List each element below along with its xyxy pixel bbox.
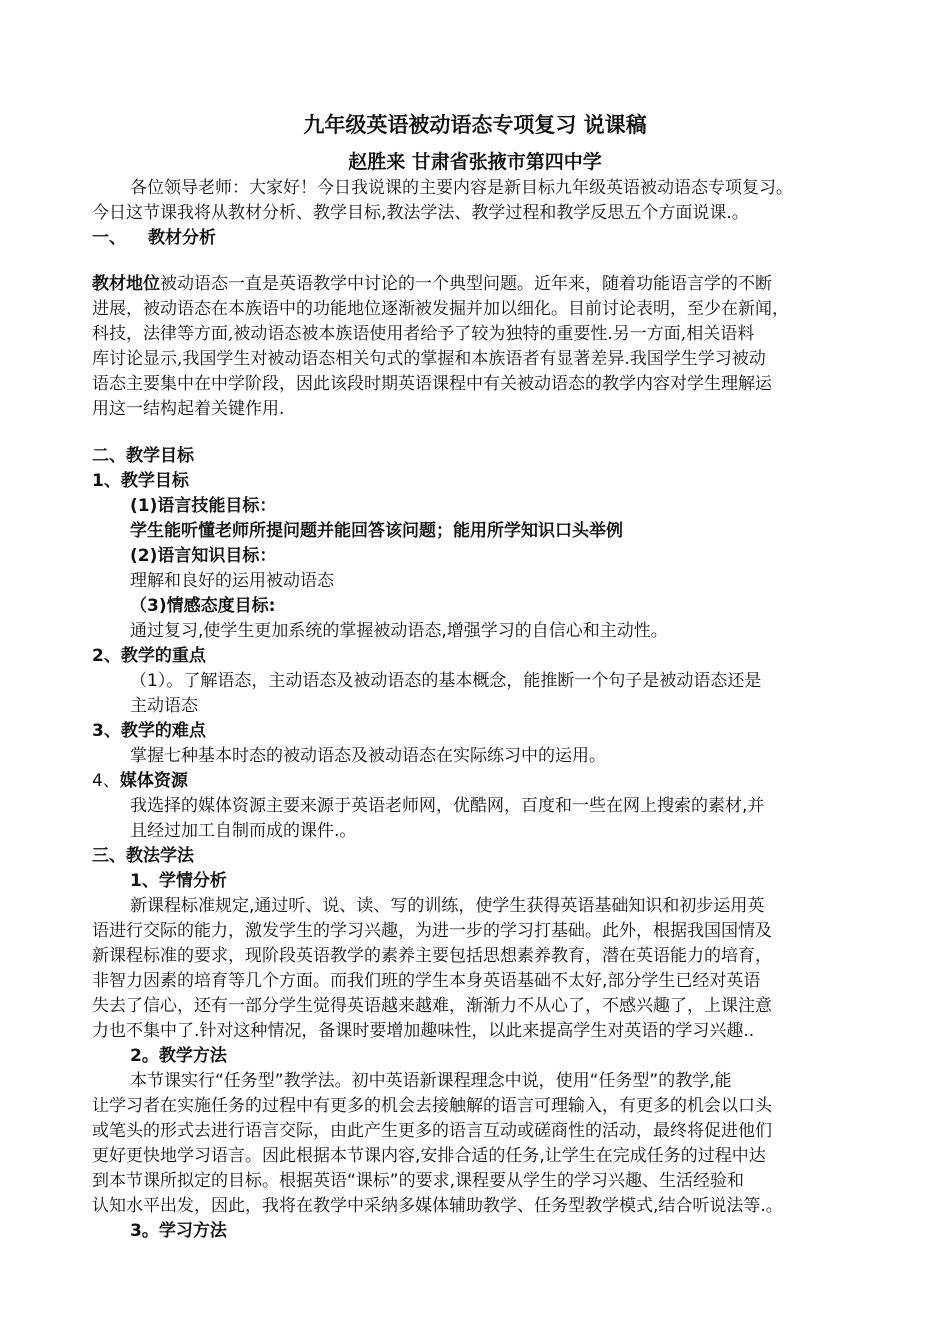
goal2-label: (2)语言知识目标： [130, 546, 277, 566]
analysis-line-5: 失去了信心，还有一部分学生觉得英语越来越难，渐渐力不从心了，不感兴趣了，上课注意 [92, 996, 772, 1016]
method-heading: 2。教学方法 [130, 1046, 227, 1066]
method-line-2: 让学习者在实施任务的过程中有更多的机会去接触解的语言可理输入，有更多的机会以口头 [92, 1096, 772, 1116]
goals-heading: 1、教学目标 [92, 471, 189, 491]
section2-heading: 二、教学目标 [92, 446, 194, 466]
focus-line-1: （1）。了解语态，主动语态及被动语态的基本概念，能推断一个句子是被动语态还是 [130, 671, 762, 691]
analysis-heading: 1、学情分析 [130, 871, 227, 891]
section3-heading: 三、教法学法 [92, 846, 194, 866]
method-line-6: 认知水平出发，因此，我将在教学中采纳多媒体辅助教学、任务型教学模式,结合听说法等.。 [92, 1196, 783, 1216]
study-method-heading: 3。学习方法 [130, 1221, 227, 1241]
method-line-3: 或笔头的形式去进行语言交际，由此产生更多的语言互动或磋商性的活动，最终将促进他们 [92, 1121, 772, 1141]
section1-para-line-2: 进展，被动语态在本族语中的功能地位逐渐被发掘并加以细化。目前讨论表明，至少在新闻， [92, 299, 789, 319]
analysis-line-2: 语进行交际的能力，激发学生的学习兴趣，为进一步的学习打基础。此外，根据我国国情及 [92, 921, 772, 941]
section1-para-line-6: 用这一结构起着关键作用. [92, 399, 285, 419]
focus-heading: 2、教学的重点 [92, 646, 206, 666]
goal1-text: 学生能听懂老师所提问题并能回答该问题；能用所学知识口头举例 [130, 521, 623, 541]
media-number: 4、 [92, 771, 120, 791]
difficulty-heading: 3、教学的难点 [92, 721, 206, 741]
analysis-line-6: 力也不集中了.针对这种情况，备课时要增加趣味性，以此来提高学生对英语的学习兴趣.. [92, 1021, 755, 1041]
focus-line-2: 主动语态 [130, 696, 198, 716]
method-line-5: 到本节课所拟定的目标。根据英语“课标”的要求,课程要从学生的学习兴趣、生活经验和 [92, 1171, 745, 1191]
goal3-label: （3)情感态度目标: [130, 596, 276, 616]
textbook-status-label: 教材地位 [92, 274, 160, 294]
section1-para-line-5: 语态主要集中在中学阶段，因此该段时期英语课程中有关被动语态的教学内容对学生理解运 [92, 374, 772, 394]
intro-line-1: 各位领导老师：大家好！今日我说课的主要内容是新目标九年级英语被动语态专项复习。 [130, 178, 793, 198]
section1-para-line-1: 教材地位被动语态一直是英语教学中讨论的一个典型问题。近年来，随着功能语言学的不断 [92, 274, 772, 294]
media-line-2: 且经过加工自制而成的课件.。 [130, 821, 357, 841]
media-line-1: 我选择的媒体资源主要来源于英语老师网，优酷网，百度和一些在网上搜索的素材,并 [130, 796, 765, 816]
analysis-line-4: 非智力因素的培育等几个方面。而我们班的学生本身英语基础不太好,部分学生已经对英语 [92, 971, 761, 991]
media-heading: 媒体资源 [119, 771, 188, 791]
method-line-1: 本节课实行“任务型”教学法。初中英语新课程理念中说，使用“任务型”的教学,能 [130, 1071, 732, 1091]
intro-line-2: 今日这节课我将从教材分析、教学目标,教法学法、教学过程和教学反思五个方面说课.。 [92, 203, 749, 223]
method-line-4: 更好更快地学习语言。因此根据本节课内容,安排合适的任务,让学生在完成任务的过程中达 [92, 1146, 766, 1166]
goal2-text: 理解和良好的运用被动语态 [130, 571, 334, 591]
difficulty-text: 掌握七种基本时态的被动语态及被动语态在实际练习中的运用。 [130, 746, 606, 766]
goal1-label: (1)语言技能目标： [130, 496, 277, 516]
goal3-text: 通过复习,使学生更加系统的掌握被动语态,增强学习的自信心和主动性。 [130, 621, 668, 641]
page-title: 九年级英语被动语态专项复习 说课稿 [303, 112, 647, 137]
media-heading-line [92, 769, 188, 793]
analysis-line-3: 新课程标准的要求，现阶段英语教学的素养主要包括思想素养教育，潜在英语能力的培育， [92, 946, 772, 966]
analysis-line-1: 新课程标准规定,通过听、说、读、写的训练，使学生获得英语基础知识和初步运用英 [130, 896, 765, 916]
section1-para-line-4: 库讨论显示,我国学生对被动语态相关句式的掌握和本族语者有显著差异.我国学生学习被动 [92, 349, 766, 369]
section1-para-line-3: 科技，法律等方面,被动语态被本族语使用者给予了较为独特的重要性.另一方面,相关语料 [92, 324, 755, 344]
author-line: 赵胜来 甘肃省张掖市第四中学 [348, 151, 602, 173]
section1-number: 一、 [92, 228, 126, 248]
section1-heading: 教材分析 [148, 228, 216, 248]
